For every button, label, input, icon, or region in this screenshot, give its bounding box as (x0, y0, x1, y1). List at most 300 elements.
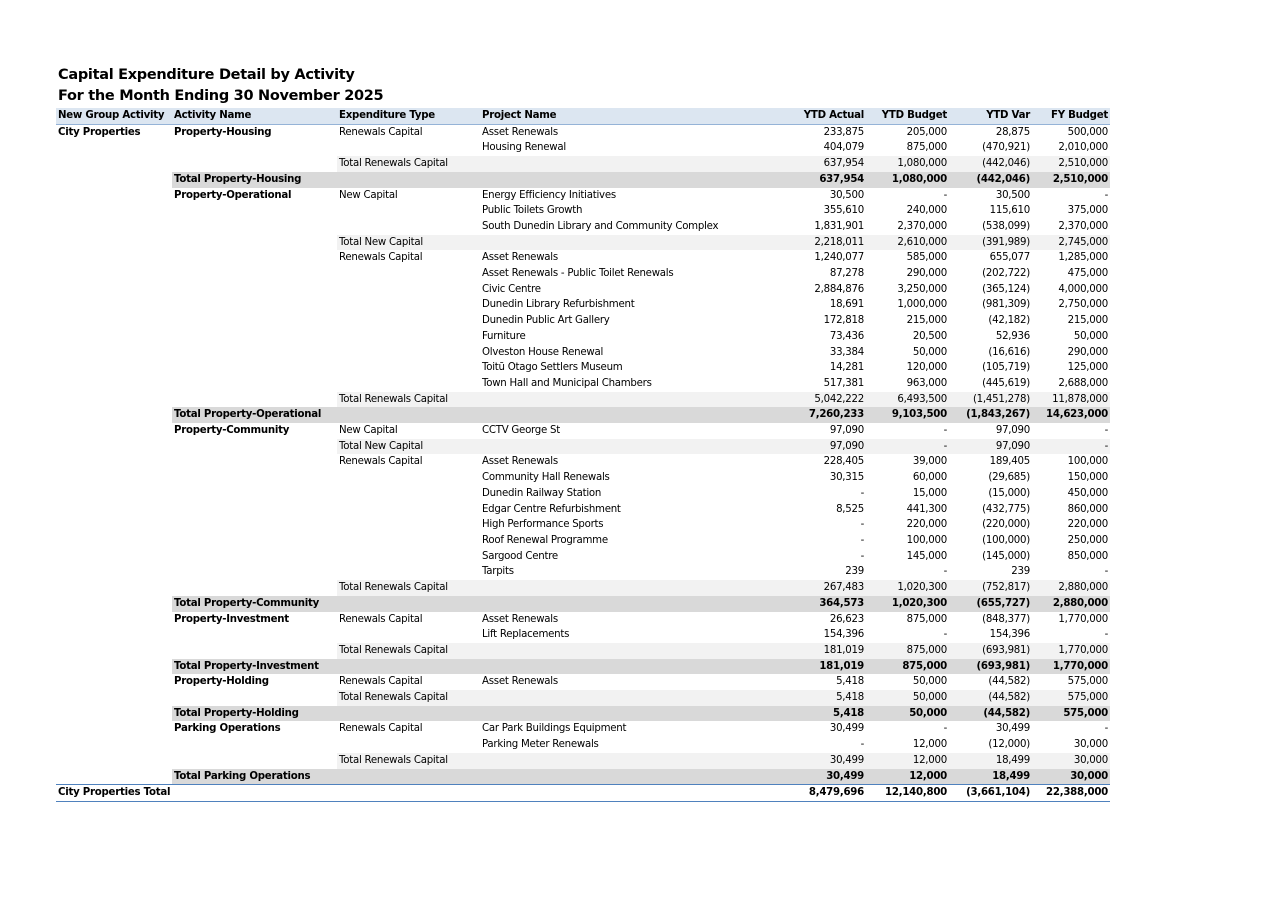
ytd-actual-cell: 30,315 (829, 472, 864, 484)
group-cell (56, 580, 172, 596)
activity-cell (172, 454, 337, 470)
ytd-var-cell: 97,090 (995, 425, 1030, 437)
ytd-var-cell: 154,396 (989, 629, 1030, 641)
table-row (56, 376, 1110, 392)
ytd-var-cell: 52,936 (995, 330, 1030, 342)
activity-total-row (56, 659, 1110, 675)
ytd-budget-cell: 12,000 (866, 753, 949, 769)
col-header-activity: Activity Name (172, 108, 337, 124)
exptype-cell: Renewals Capital (339, 613, 423, 625)
group-cell (56, 250, 172, 266)
ytd-var-cell: (1,843,267) (949, 407, 1032, 423)
ytd-budget-cell: - (943, 723, 947, 735)
table-row (56, 674, 1110, 690)
project-cell: Furniture (482, 330, 526, 342)
col-header-ytd-actual: YTD Actual (788, 108, 866, 124)
ytd-budget-cell: 205,000 (906, 126, 947, 138)
group-cell (56, 627, 172, 643)
table-row (56, 454, 1110, 470)
group-cell (56, 470, 172, 486)
ytd-var-cell: (693,981) (949, 659, 1032, 675)
ytd-var-cell: (470,921) (982, 142, 1030, 154)
group-cell (56, 392, 172, 408)
group-cell (56, 454, 172, 470)
table-row (56, 203, 1110, 219)
ytd-actual-cell: 181,019 (788, 659, 866, 675)
table-row (56, 360, 1110, 376)
table-row (56, 313, 1110, 329)
ytd-var-cell: 115,610 (989, 205, 1030, 217)
group-cell (56, 345, 172, 361)
group-cell (56, 517, 172, 533)
fy-budget-cell: 2,510,000 (1032, 172, 1110, 188)
table-row (56, 737, 1110, 753)
ytd-actual-cell: 30,500 (829, 189, 864, 201)
activity-total-label: Total Parking Operations (172, 769, 788, 785)
activity-cell (172, 376, 337, 392)
group-cell (56, 643, 172, 659)
activity-cell (172, 627, 337, 643)
ytd-actual-cell: 30,499 (788, 769, 866, 785)
project-cell (480, 439, 788, 455)
activity-cell (172, 549, 337, 565)
subtotal-label: Total Renewals Capital (337, 392, 480, 408)
ytd-actual-cell: 8,479,696 (788, 785, 866, 802)
ytd-var-cell: (391,989) (949, 235, 1032, 251)
fy-budget-cell: 2,745,000 (1032, 235, 1110, 251)
group-cell (56, 297, 172, 313)
group-cell (56, 407, 172, 423)
ytd-var-cell: 30,500 (995, 189, 1030, 201)
ytd-actual-cell: 5,418 (836, 676, 864, 688)
table-row (56, 124, 1110, 140)
activity-cell (172, 470, 337, 486)
fy-budget-cell: 575,000 (1032, 706, 1110, 722)
table-row (56, 345, 1110, 361)
ytd-var-cell: 30,499 (995, 723, 1030, 735)
project-cell (480, 156, 788, 172)
fy-budget-cell: 1,770,000 (1058, 613, 1108, 625)
ytd-actual-cell: - (860, 519, 864, 531)
fy-budget-cell: - (1032, 439, 1110, 455)
ytd-budget-cell: 120,000 (906, 362, 947, 374)
fy-budget-cell: 500,000 (1067, 126, 1108, 138)
subtotal-label: Total Renewals Capital (337, 643, 480, 659)
ytd-actual-cell: 355,610 (823, 205, 864, 217)
fy-budget-cell: 125,000 (1067, 362, 1108, 374)
table-row (56, 329, 1110, 345)
exptype-cell (337, 329, 480, 345)
ytd-var-cell: (12,000) (988, 739, 1030, 751)
ytd-budget-cell: 60,000 (912, 472, 947, 484)
activity-cell (172, 439, 337, 455)
ytd-budget-cell: 290,000 (906, 268, 947, 280)
activity-cell: Parking Operations (174, 723, 281, 735)
table-row (56, 297, 1110, 313)
ytd-budget-cell: 145,000 (906, 550, 947, 562)
ytd-actual-cell: 637,954 (788, 156, 866, 172)
ytd-budget-cell: 100,000 (906, 534, 947, 546)
ytd-budget-cell: 1,020,300 (866, 580, 949, 596)
fy-budget-cell: 2,880,000 (1032, 596, 1110, 612)
ytd-var-cell: (44,582) (949, 706, 1032, 722)
subtotal-label: Total Renewals Capital (337, 690, 480, 706)
ytd-actual-cell: 18,691 (829, 299, 864, 311)
activity-cell (172, 392, 337, 408)
report-title: Capital Expenditure Detail by Activity (58, 67, 355, 83)
exptype-cell: Renewals Capital (339, 252, 423, 264)
ytd-var-cell: (538,099) (982, 220, 1030, 232)
project-cell: Edgar Centre Refurbishment (482, 503, 621, 515)
exptype-cell (337, 345, 480, 361)
fy-budget-cell: 1,770,000 (1032, 659, 1110, 675)
activity-cell (172, 140, 337, 156)
col-header-project: Project Name (480, 108, 788, 124)
fy-budget-cell: 860,000 (1067, 503, 1108, 515)
project-cell: Energy Efficiency Initiatives (482, 189, 616, 201)
ytd-actual-cell: 228,405 (823, 456, 864, 468)
ytd-var-cell: (365,124) (982, 283, 1030, 295)
fy-budget-cell: 2,880,000 (1032, 580, 1110, 596)
project-cell: Toitū Otago Settlers Museum (482, 362, 623, 374)
activity-total-label: Total Property-Community (172, 596, 788, 612)
project-cell (480, 392, 788, 408)
table-row (56, 423, 1110, 439)
project-cell: Dunedin Railway Station (482, 487, 602, 499)
subtotal-row (56, 753, 1110, 769)
group-cell (56, 203, 172, 219)
activity-cell (172, 329, 337, 345)
ytd-actual-cell: 154,396 (823, 629, 864, 641)
fy-budget-cell: 1,770,000 (1032, 643, 1110, 659)
fy-budget-cell: 450,000 (1067, 487, 1108, 499)
exptype-cell: Renewals Capital (339, 676, 423, 688)
ytd-budget-cell: 1,000,000 (897, 299, 947, 311)
table-row (56, 627, 1110, 643)
group-cell (56, 502, 172, 518)
table-row (56, 219, 1110, 235)
project-cell: Tarpits (482, 566, 514, 578)
group-cell: City Properties (58, 126, 141, 138)
ytd-budget-cell: 12,140,800 (866, 785, 949, 802)
group-cell (56, 360, 172, 376)
fy-budget-cell: 2,750,000 (1058, 299, 1108, 311)
project-cell: Civic Centre (482, 283, 541, 295)
fy-budget-cell: 290,000 (1067, 346, 1108, 358)
project-cell: Car Park Buildings Equipment (482, 723, 627, 735)
project-cell: CCTV George St (482, 425, 560, 437)
table-row (56, 486, 1110, 502)
col-header-ytd-budget: YTD Budget (866, 108, 949, 124)
group-cell (56, 266, 172, 282)
ytd-budget-cell: 50,000 (866, 690, 949, 706)
fy-budget-cell: 150,000 (1067, 472, 1108, 484)
project-cell (480, 235, 788, 251)
fy-budget-cell: 30,000 (1032, 769, 1110, 785)
activity-cell (172, 690, 337, 706)
table-row (56, 140, 1110, 156)
ytd-actual-cell: 33,384 (829, 346, 864, 358)
activity-cell: Property-Operational (174, 189, 292, 201)
ytd-budget-cell: 1,080,000 (866, 172, 949, 188)
exptype-cell (337, 502, 480, 518)
table-row (56, 502, 1110, 518)
table-row (56, 533, 1110, 549)
ytd-actual-cell: 637,954 (788, 172, 866, 188)
project-cell: High Performance Sports (482, 519, 604, 531)
exptype-cell (337, 549, 480, 565)
fy-budget-cell: 14,623,000 (1032, 407, 1110, 423)
ytd-budget-cell: 2,370,000 (897, 220, 947, 232)
fy-budget-cell: 215,000 (1067, 315, 1108, 327)
exptype-cell (337, 266, 480, 282)
ytd-budget-cell: 9,103,500 (866, 407, 949, 423)
ytd-actual-cell: 233,875 (823, 126, 864, 138)
table-row (56, 721, 1110, 737)
subtotal-label: Total New Capital (337, 235, 480, 251)
project-cell: Asset Renewals (482, 676, 558, 688)
ytd-budget-cell: 875,000 (866, 643, 949, 659)
group-cell (56, 564, 172, 580)
project-cell: Asset Renewals (482, 126, 558, 138)
ytd-var-cell: (15,000) (988, 487, 1030, 499)
ytd-budget-cell: 1,020,300 (866, 596, 949, 612)
activity-cell: Property-Housing (174, 126, 272, 138)
activity-total-row (56, 407, 1110, 423)
project-cell (480, 580, 788, 596)
ytd-budget-cell: 240,000 (906, 205, 947, 217)
project-cell: Dunedin Library Refurbishment (482, 299, 635, 311)
ytd-budget-cell: 875,000 (866, 659, 949, 675)
ytd-budget-cell: - (866, 439, 949, 455)
fy-budget-cell: 475,000 (1067, 268, 1108, 280)
ytd-var-cell: (16,616) (988, 346, 1030, 358)
ytd-var-cell: 18,499 (949, 753, 1032, 769)
group-cell (56, 329, 172, 345)
activity-cell (172, 533, 337, 549)
exptype-cell (337, 470, 480, 486)
fy-budget-cell: 30,000 (1032, 753, 1110, 769)
fy-budget-cell: 575,000 (1032, 690, 1110, 706)
ytd-actual-cell: 73,436 (829, 330, 864, 342)
ytd-budget-cell: - (943, 566, 947, 578)
ytd-var-cell: (1,451,278) (949, 392, 1032, 408)
ytd-budget-cell: 12,000 (866, 769, 949, 785)
project-cell: Dunedin Public Art Gallery (482, 315, 610, 327)
activity-cell: Property-Investment (174, 613, 289, 625)
activity-cell: Property-Community (174, 425, 290, 437)
ytd-actual-cell: 1,831,901 (814, 220, 864, 232)
ytd-budget-cell: 50,000 (912, 676, 947, 688)
exptype-cell: Renewals Capital (339, 126, 423, 138)
ytd-actual-cell: 239 (845, 566, 864, 578)
ytd-var-cell: 18,499 (949, 769, 1032, 785)
activity-cell (172, 313, 337, 329)
ytd-var-cell: (432,775) (982, 503, 1030, 515)
exptype-cell (337, 203, 480, 219)
fy-budget-cell: 100,000 (1067, 456, 1108, 468)
subtotal-label: Total Renewals Capital (337, 753, 480, 769)
activity-total-label: Total Property-Housing (172, 172, 788, 188)
capex-table (56, 108, 1110, 802)
project-cell: Sargood Centre (482, 550, 558, 562)
table-row (56, 470, 1110, 486)
exptype-cell (337, 297, 480, 313)
table-row (56, 282, 1110, 298)
group-cell (56, 172, 172, 188)
exptype-cell (337, 140, 480, 156)
ytd-actual-cell: 2,218,011 (788, 235, 866, 251)
ytd-actual-cell: - (860, 550, 864, 562)
subtotal-row (56, 643, 1110, 659)
ytd-var-cell: (100,000) (982, 534, 1030, 546)
ytd-budget-cell: 215,000 (906, 315, 947, 327)
group-cell (56, 140, 172, 156)
group-cell (56, 706, 172, 722)
ytd-actual-cell: 5,418 (788, 690, 866, 706)
fy-budget-cell: 850,000 (1067, 550, 1108, 562)
subtotal-label: Total Renewals Capital (337, 156, 480, 172)
report-titles (58, 65, 383, 107)
ytd-var-cell: (42,182) (988, 315, 1030, 327)
col-header-fy-budget: FY Budget (1032, 108, 1110, 124)
col-header-ytd-var: YTD Var (949, 108, 1032, 124)
exptype-cell (337, 737, 480, 753)
subtotal-label: Total Renewals Capital (337, 580, 480, 596)
ytd-actual-cell: 517,381 (823, 377, 864, 389)
group-cell (56, 596, 172, 612)
group-cell (56, 753, 172, 769)
ytd-budget-cell: 39,000 (912, 456, 947, 468)
ytd-var-cell: (848,377) (982, 613, 1030, 625)
exptype-cell: New Capital (339, 189, 398, 201)
ytd-budget-cell: 12,000 (912, 739, 947, 751)
ytd-actual-cell: 8,525 (836, 503, 864, 515)
ytd-actual-cell: 5,042,222 (788, 392, 866, 408)
exptype-cell (337, 533, 480, 549)
ytd-var-cell: (105,719) (982, 362, 1030, 374)
ytd-actual-cell: 181,019 (788, 643, 866, 659)
ytd-actual-cell: 2,884,876 (814, 283, 864, 295)
ytd-var-cell: (145,000) (982, 550, 1030, 562)
group-cell (56, 313, 172, 329)
ytd-var-cell: (693,981) (949, 643, 1032, 659)
ytd-budget-cell: 875,000 (906, 613, 947, 625)
ytd-var-cell: (655,727) (949, 596, 1032, 612)
activity-cell (172, 643, 337, 659)
exptype-cell (337, 627, 480, 643)
ytd-var-cell: (29,685) (988, 472, 1030, 484)
exptype-cell (337, 219, 480, 235)
table-row (56, 250, 1110, 266)
activity-cell (172, 156, 337, 172)
ytd-var-cell: (202,722) (982, 268, 1030, 280)
ytd-actual-cell: 404,079 (823, 142, 864, 154)
grand-total-row (56, 785, 1110, 802)
group-cell (56, 659, 172, 675)
activity-cell (172, 345, 337, 361)
ytd-var-cell: 655,077 (989, 252, 1030, 264)
subtotal-row (56, 235, 1110, 251)
subtotal-row (56, 156, 1110, 172)
fy-budget-cell: - (1104, 425, 1108, 437)
activity-total-label: Total Property-Investment (172, 659, 788, 675)
group-cell (56, 533, 172, 549)
ytd-actual-cell: 14,281 (829, 362, 864, 374)
fy-budget-cell: 4,000,000 (1058, 283, 1108, 295)
ytd-budget-cell: - (943, 425, 947, 437)
fy-budget-cell: - (1104, 629, 1108, 641)
ytd-var-cell: 28,875 (995, 126, 1030, 138)
activity-total-label: Total Property-Operational (172, 407, 788, 423)
ytd-actual-cell: 30,499 (829, 723, 864, 735)
ytd-budget-cell: 50,000 (912, 346, 947, 358)
ytd-budget-cell: 20,500 (912, 330, 947, 342)
ytd-budget-cell: 1,080,000 (866, 156, 949, 172)
group-cell (56, 219, 172, 235)
exptype-cell (337, 517, 480, 533)
project-cell (480, 690, 788, 706)
ytd-var-cell: 239 (1011, 566, 1030, 578)
fy-budget-cell: - (1104, 723, 1108, 735)
fy-budget-cell: 1,285,000 (1058, 252, 1108, 264)
ytd-budget-cell: 220,000 (906, 519, 947, 531)
fy-budget-cell: 2,370,000 (1058, 220, 1108, 232)
activity-cell (172, 517, 337, 533)
project-cell: Olveston House Renewal (482, 346, 604, 358)
table-row (56, 549, 1110, 565)
subtotal-row (56, 690, 1110, 706)
project-cell: Parking Meter Renewals (482, 739, 599, 751)
activity-cell (172, 266, 337, 282)
ytd-budget-cell: 6,493,500 (866, 392, 949, 408)
subtotal-row (56, 580, 1110, 596)
ytd-actual-cell: 87,278 (829, 268, 864, 280)
activity-cell (172, 203, 337, 219)
ytd-var-cell: (3,661,104) (949, 785, 1032, 802)
fy-budget-cell: 11,878,000 (1032, 392, 1110, 408)
activity-cell (172, 564, 337, 580)
group-cell (56, 188, 172, 204)
report-subtitle: For the Month Ending 30 November 2025 (58, 88, 384, 104)
table-row (56, 266, 1110, 282)
exptype-cell: Renewals Capital (339, 723, 423, 735)
ytd-budget-cell: 3,250,000 (897, 283, 947, 295)
subtotal-label: Total New Capital (337, 439, 480, 455)
ytd-var-cell: (981,309) (982, 299, 1030, 311)
group-cell (56, 690, 172, 706)
group-cell (56, 737, 172, 753)
fy-budget-cell: 250,000 (1067, 534, 1108, 546)
project-cell: Asset Renewals (482, 613, 558, 625)
project-cell: Lift Replacements (482, 629, 570, 641)
ytd-var-cell: (752,817) (949, 580, 1032, 596)
table-body (56, 124, 1110, 801)
ytd-var-cell: (442,046) (949, 172, 1032, 188)
fy-budget-cell: 220,000 (1067, 519, 1108, 531)
activity-cell (172, 282, 337, 298)
header-row (56, 108, 1110, 124)
ytd-var-cell: (44,582) (949, 690, 1032, 706)
group-cell (56, 549, 172, 565)
ytd-budget-cell: - (943, 189, 947, 201)
activity-total-row (56, 596, 1110, 612)
group-cell (56, 674, 172, 690)
grand-total-label: City Properties Total (56, 785, 788, 802)
ytd-actual-cell: 364,573 (788, 596, 866, 612)
ytd-var-cell: (445,619) (982, 377, 1030, 389)
project-cell: Roof Renewal Programme (482, 534, 608, 546)
